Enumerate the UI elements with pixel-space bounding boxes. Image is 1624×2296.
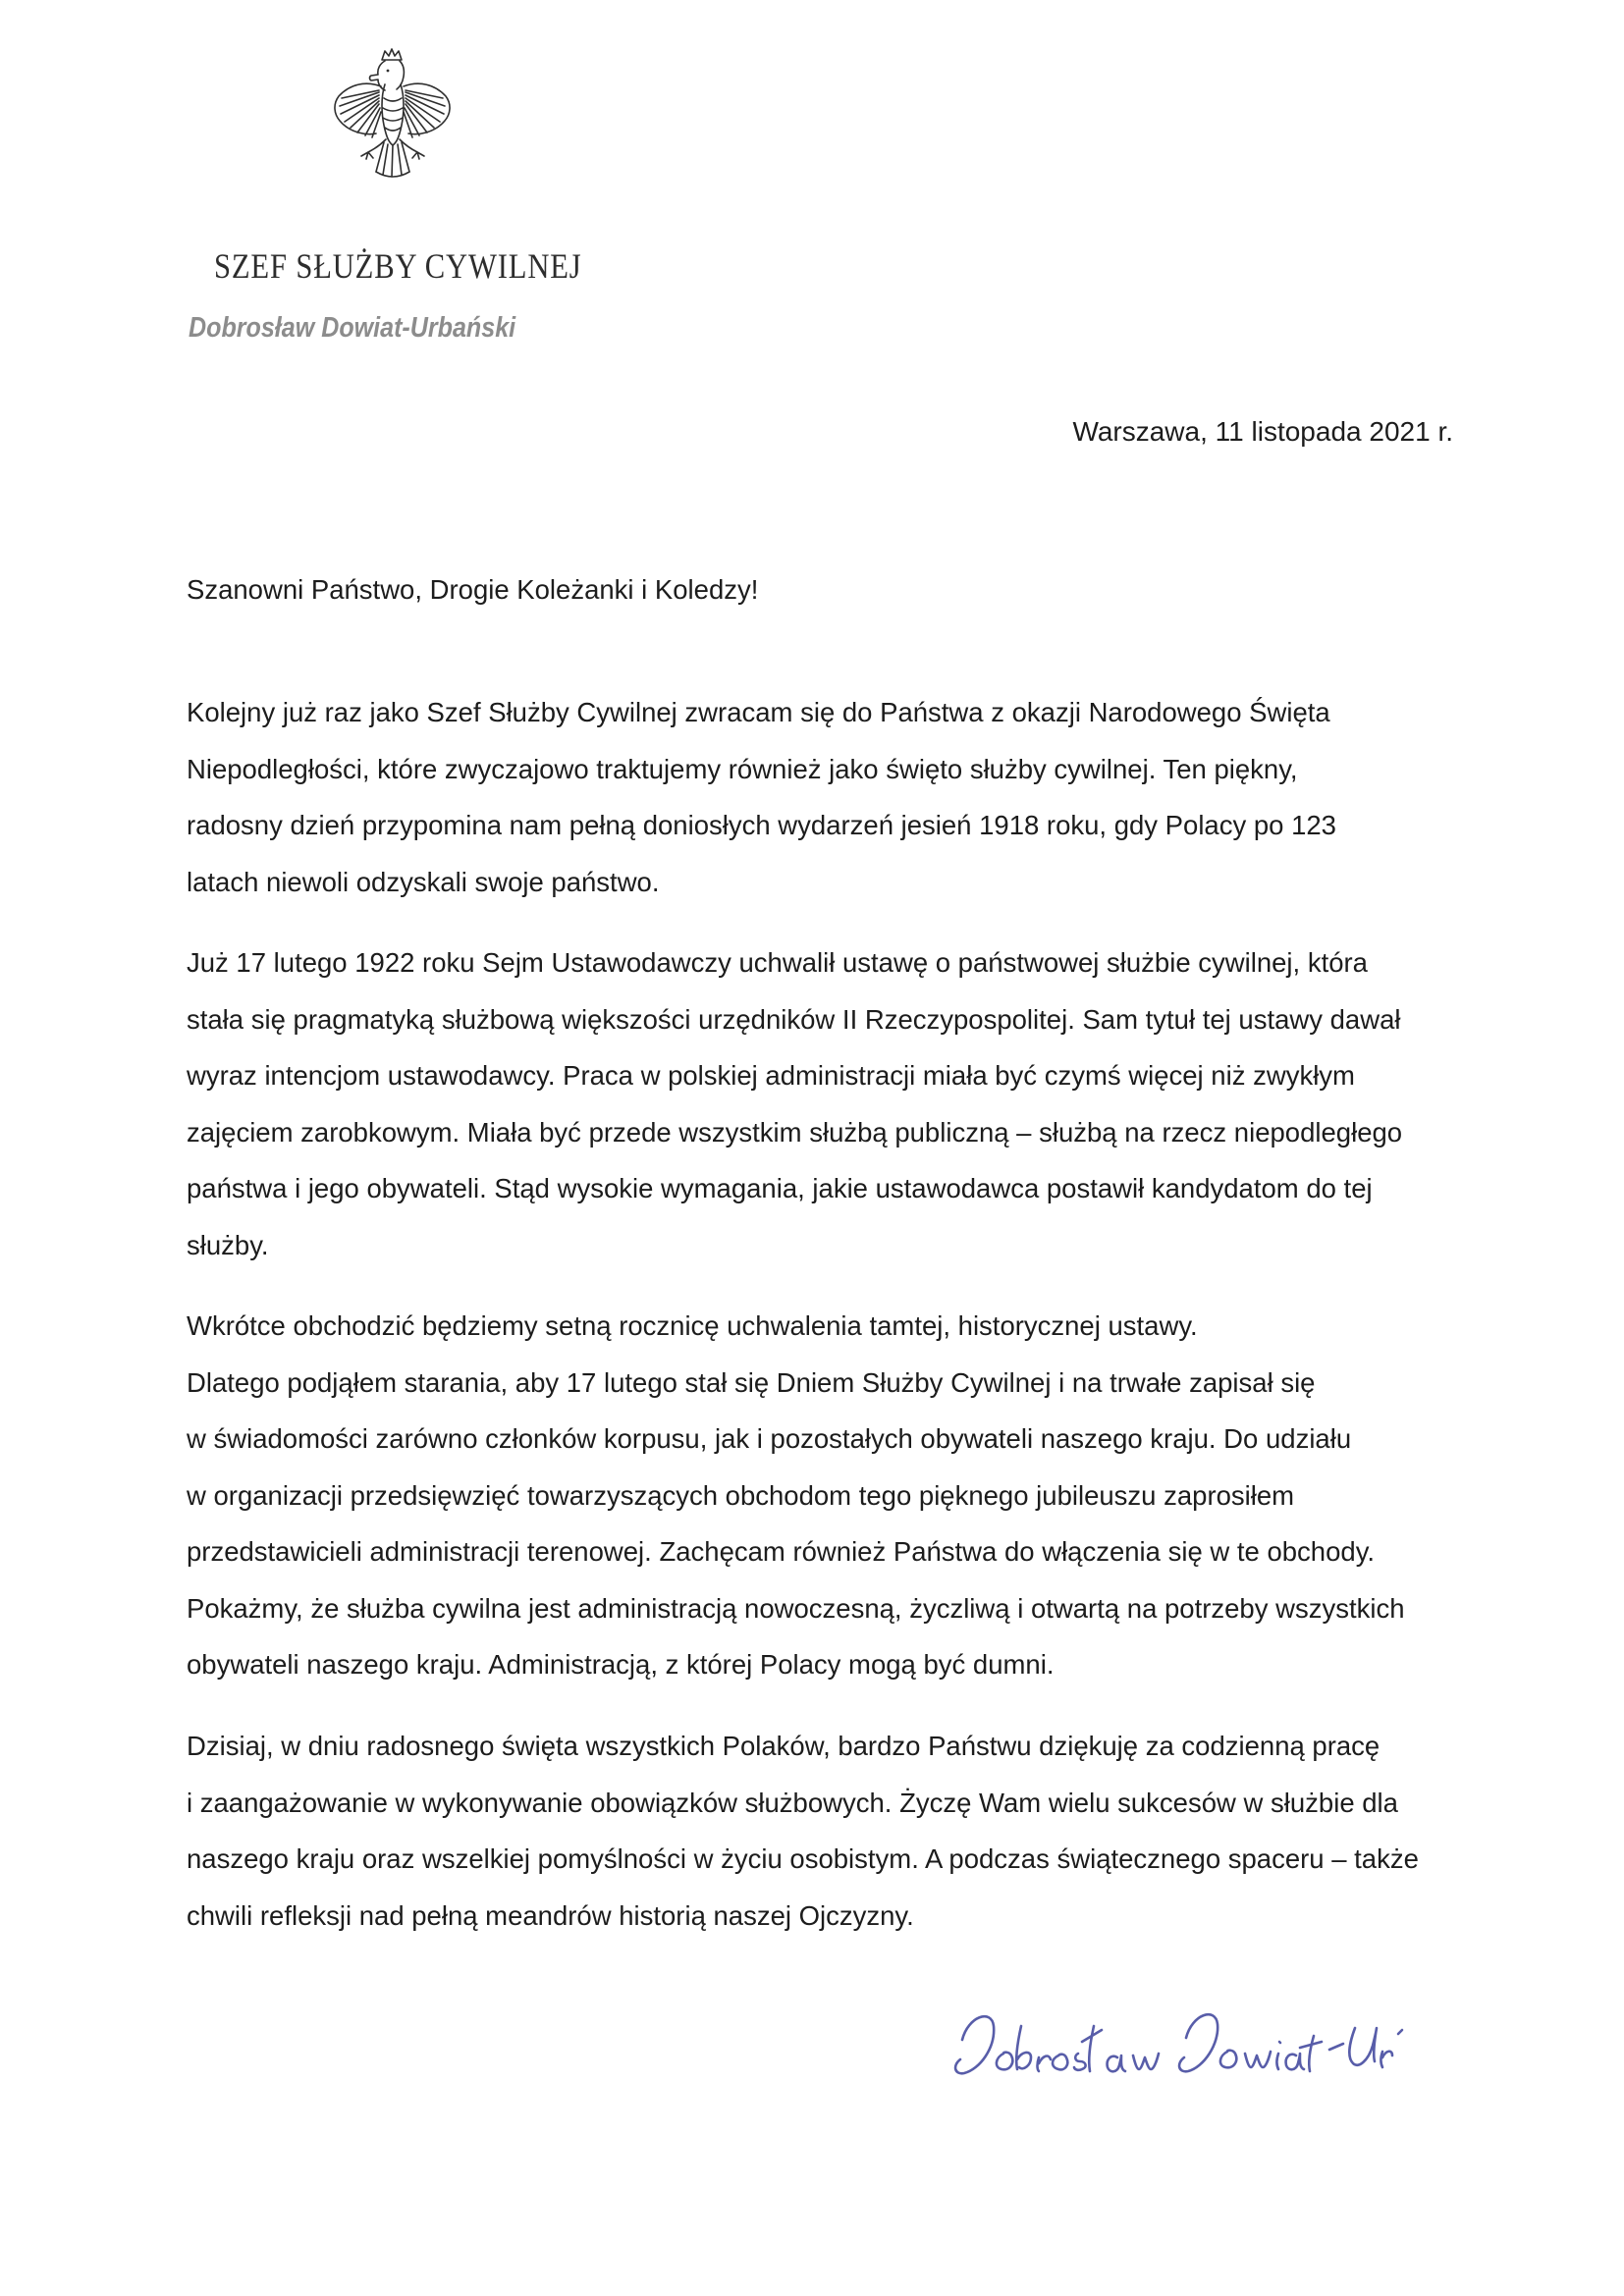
letter-line: Dzisiaj, w dniu radosnego święta wszystkich Polaków, bardzo Państwu dziękuję za codzienną pracę [187, 1731, 1380, 1761]
letter-line: Niepodległości, które zwyczajowo traktujemy również jako święto służby cywilnej. Ten piękny, [187, 753, 1298, 784]
letterhead-title: SZEF SŁUŻBY CYWILNEJ [214, 246, 582, 286]
letter-line: wyraz intencjom ustawodawcy. Praca w polskiej administracji miała być czymś więcej niż zwykłym [187, 1060, 1355, 1091]
letter-line: latach niewoli odzyskali swoje państwo. [187, 866, 660, 897]
letter-line: Pokażmy, że służba cywilna jest administracją nowoczesną, życzliwą i otwartą na potrzeby wszystkich [187, 1592, 1405, 1624]
letter-line: państwa i jego obywateli. Stąd wysokie wymagania, jakie ustawodawca postawił kandydatom do tej [187, 1173, 1373, 1203]
letter-line: przedstawicieli administracji terenowej. Zachęcam również Państwa do włączenia się w te obchody. [187, 1536, 1376, 1567]
letter-line: Wkrótce obchodzić będziemy setną rocznicę uchwalenia tamtej, historycznej ustawy. [187, 1310, 1198, 1341]
letter-line: w organizacji przedsięwzięć towarzyszących obchodom tego pięknego jubileuszu zaprosiłem [187, 1479, 1295, 1511]
letter-line: obywateli naszego kraju. Administracją, z której Polacy mogą być dumni. [187, 1649, 1055, 1680]
letter-line: i zaangażowanie w wykonywanie obowiązków służbowych. Życzę Wam wielu sukcesów w służbie dla [187, 1787, 1398, 1818]
paragraph-4 [187, 1718, 1419, 1944]
place-and-date: Warszawa, 11 listopada 2021 r. [1072, 416, 1453, 447]
letter-line: chwili refleksji nad pełną meandrów historią naszej Ojczyzny. [187, 1899, 914, 1931]
letter-line: naszego kraju oraz wszelkiej pomyślności w życiu osobistym. A podczas świątecznego spaceru – także [187, 1843, 1419, 1874]
letter-line: zajęciem zarobkowym. Miała być przede wszystkim służbą publiczną – służbą na rzecz niepodległego [187, 1116, 1403, 1148]
paragraph-2 [187, 934, 1402, 1273]
polish-eagle-icon [330, 45, 455, 184]
letter-line: Dlatego podjąłem starania, aby 17 lutego stał się Dniem Służby Cywilnej i na trwałe zapisał się [187, 1366, 1316, 1398]
letter-line: służby. [187, 1229, 269, 1260]
letter-line: stała się pragmatyką służbową większości urzędników II Rzeczypospolitej. Sam tytuł tej ustawy dawał [187, 1003, 1401, 1035]
paragraph-1 [187, 684, 1336, 910]
letter-line: Kolejny już raz jako Szef Służby Cywilnej zwracam się do Państwa z okazji Narodowego Święta [187, 697, 1330, 727]
letter-line: radosny dzień przypomina nam pełną doniosłych wydarzeń jesień 1918 roku, gdy Polacy po 123 [187, 810, 1336, 840]
paragraph-3 [187, 1298, 1405, 1693]
salutation: Szanowni Państwo, Drogie Koleżanki i Koledzy! [187, 574, 759, 605]
letter-line: w świadomości zarówno członków korpusu, jak i pozostałych obywateli naszego kraju. Do udziału [187, 1423, 1352, 1454]
letterhead-author-name: Dobrosław Dowiat-Urbański [189, 312, 516, 344]
letter-line: Już 17 lutego 1922 roku Sejm Ustawodawczy uchwalił ustawę o państwowej służbie cywilnej, która [187, 947, 1368, 978]
handwritten-signature [941, 1995, 1404, 2110]
